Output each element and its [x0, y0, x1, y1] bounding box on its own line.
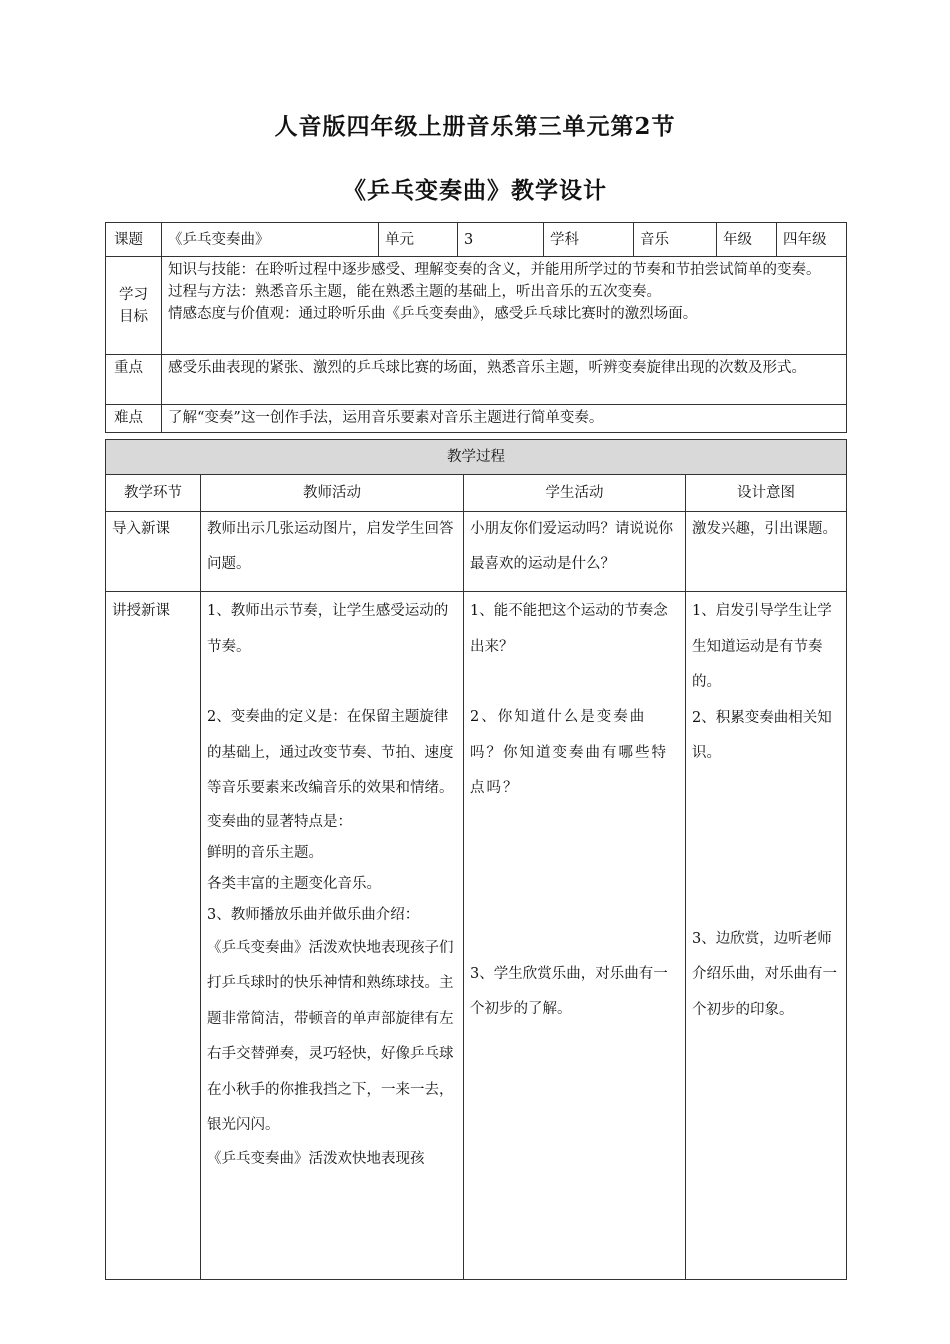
teacher-features-title: 变奏曲的显著特点是： — [207, 813, 352, 830]
student-step2: 2、你知道什么是变奏曲吗？你知道变奏曲有哪些特点吗？ — [470, 709, 668, 796]
header-teacher: 教师活动 — [201, 475, 464, 512]
topic-value: 《乒乓变奏曲》 — [162, 223, 379, 257]
teacher-feature1: 鲜明的音乐主题。 — [207, 844, 323, 861]
unit-label: 单元 — [379, 223, 458, 257]
intent-step1: 1、启发引导学生让学生知道运动是有节奏的。 — [692, 603, 832, 690]
document-subtitle: 《乒乓变奏曲》教学设计 — [343, 177, 607, 204]
header-intent: 设计意图 — [686, 475, 847, 512]
subject-label: 学科 — [544, 223, 634, 257]
unit-value: 3 — [458, 223, 544, 257]
teacher-step1: 1、教师出示节奏，让学生感受运动的节奏。 — [207, 603, 449, 655]
teacher-step3: 3、教师播放乐曲并做乐曲介绍： — [207, 906, 420, 923]
difficult-text: 了解“变奏”这一创作手法，运用音乐要素对音乐主题进行简单变奏。 — [162, 405, 847, 433]
intent-step3: 3、边欣赏，边听老师介绍乐曲，对乐曲有一个初步的印象。 — [692, 930, 837, 1018]
lecture-teacher — [201, 592, 464, 1280]
difficult-label: 难点 — [106, 405, 162, 433]
subject-value: 音乐 — [634, 223, 717, 257]
goals-label-line1: 学习 — [119, 286, 148, 303]
goal-knowledge: 知识与技能：在聆听过程中逐步感受、理解变奏的含义，并能用所学过的节奏和节拍尝试简单的变奏。 — [168, 262, 821, 278]
student-step1: 1、能不能把这个运动的节奏念出来？ — [470, 603, 668, 655]
lecture-intent — [686, 592, 847, 1280]
intro-student: 小朋友你们爱运动吗？请说说你最喜欢的运动是什么？ — [464, 512, 686, 592]
teacher-feature2: 各类丰富的主题变化音乐。 — [207, 875, 381, 892]
goal-attitude: 情感态度与价值观：通过聆听乐曲《乒乓变奏曲》，感受乒乓球比赛时的激烈场面。 — [168, 306, 698, 322]
goal-process: 过程与方法：熟悉音乐主题，能在熟悉主题的基础上，听出音乐的五次变奏。 — [168, 284, 661, 300]
intro-stage: 导入新课 — [106, 512, 201, 592]
intent-step2: 2、积累变奏曲相关知识。 — [692, 709, 832, 761]
lecture-student — [464, 592, 686, 1280]
teacher-intro: 《乒乓变奏曲》活泼欢快地表现孩子们打乒乓球时的快乐神情和熟练球技。主题非常简洁，带顿音的单声部旋律有左右手交替弹奏，灵巧轻快，好像乒乓球在小秋手的你推我挡之下，一来一去，银光闪闪。 — [207, 939, 454, 1133]
key-label: 重点 — [106, 355, 162, 405]
process-table — [105, 439, 847, 1280]
document-title: 人音版四年级上册音乐第三单元第2节 — [274, 113, 676, 140]
lecture-stage: 讲授新课 — [106, 592, 201, 1280]
intro-teacher: 教师出示几张运动图片，启发学生回答问题。 — [201, 512, 464, 592]
grade-label: 年级 — [717, 223, 777, 257]
process-title: 教学过程 — [106, 440, 847, 475]
goals-label — [106, 257, 162, 355]
key-text: 感受乐曲表现的紧张、激烈的乒乓球比赛的场面，熟悉音乐主题，听辨变奏旋律出现的次数及形式。 — [162, 355, 847, 405]
info-table — [105, 222, 847, 433]
header-student: 学生活动 — [464, 475, 686, 512]
goals-label-line2: 目标 — [119, 308, 148, 325]
teacher-intro-repeat: 《乒乓变奏曲》活泼欢快地表现孩 — [207, 1150, 425, 1167]
teacher-step2: 2、变奏曲的定义是：在保留主题旋律的基础上，通过改变节奏、节拍、速度等音乐要素来改编音乐的效果和情绪。 — [207, 709, 454, 796]
header-stage: 教学环节 — [106, 475, 201, 512]
intro-intent: 激发兴趣，引出课题。 — [686, 512, 847, 592]
topic-label: 课题 — [106, 223, 162, 257]
goals-content — [162, 257, 847, 355]
grade-value: 四年级 — [777, 223, 847, 257]
student-step3: 3、学生欣赏乐曲，对乐曲有一个初步的了解。 — [470, 965, 668, 1017]
